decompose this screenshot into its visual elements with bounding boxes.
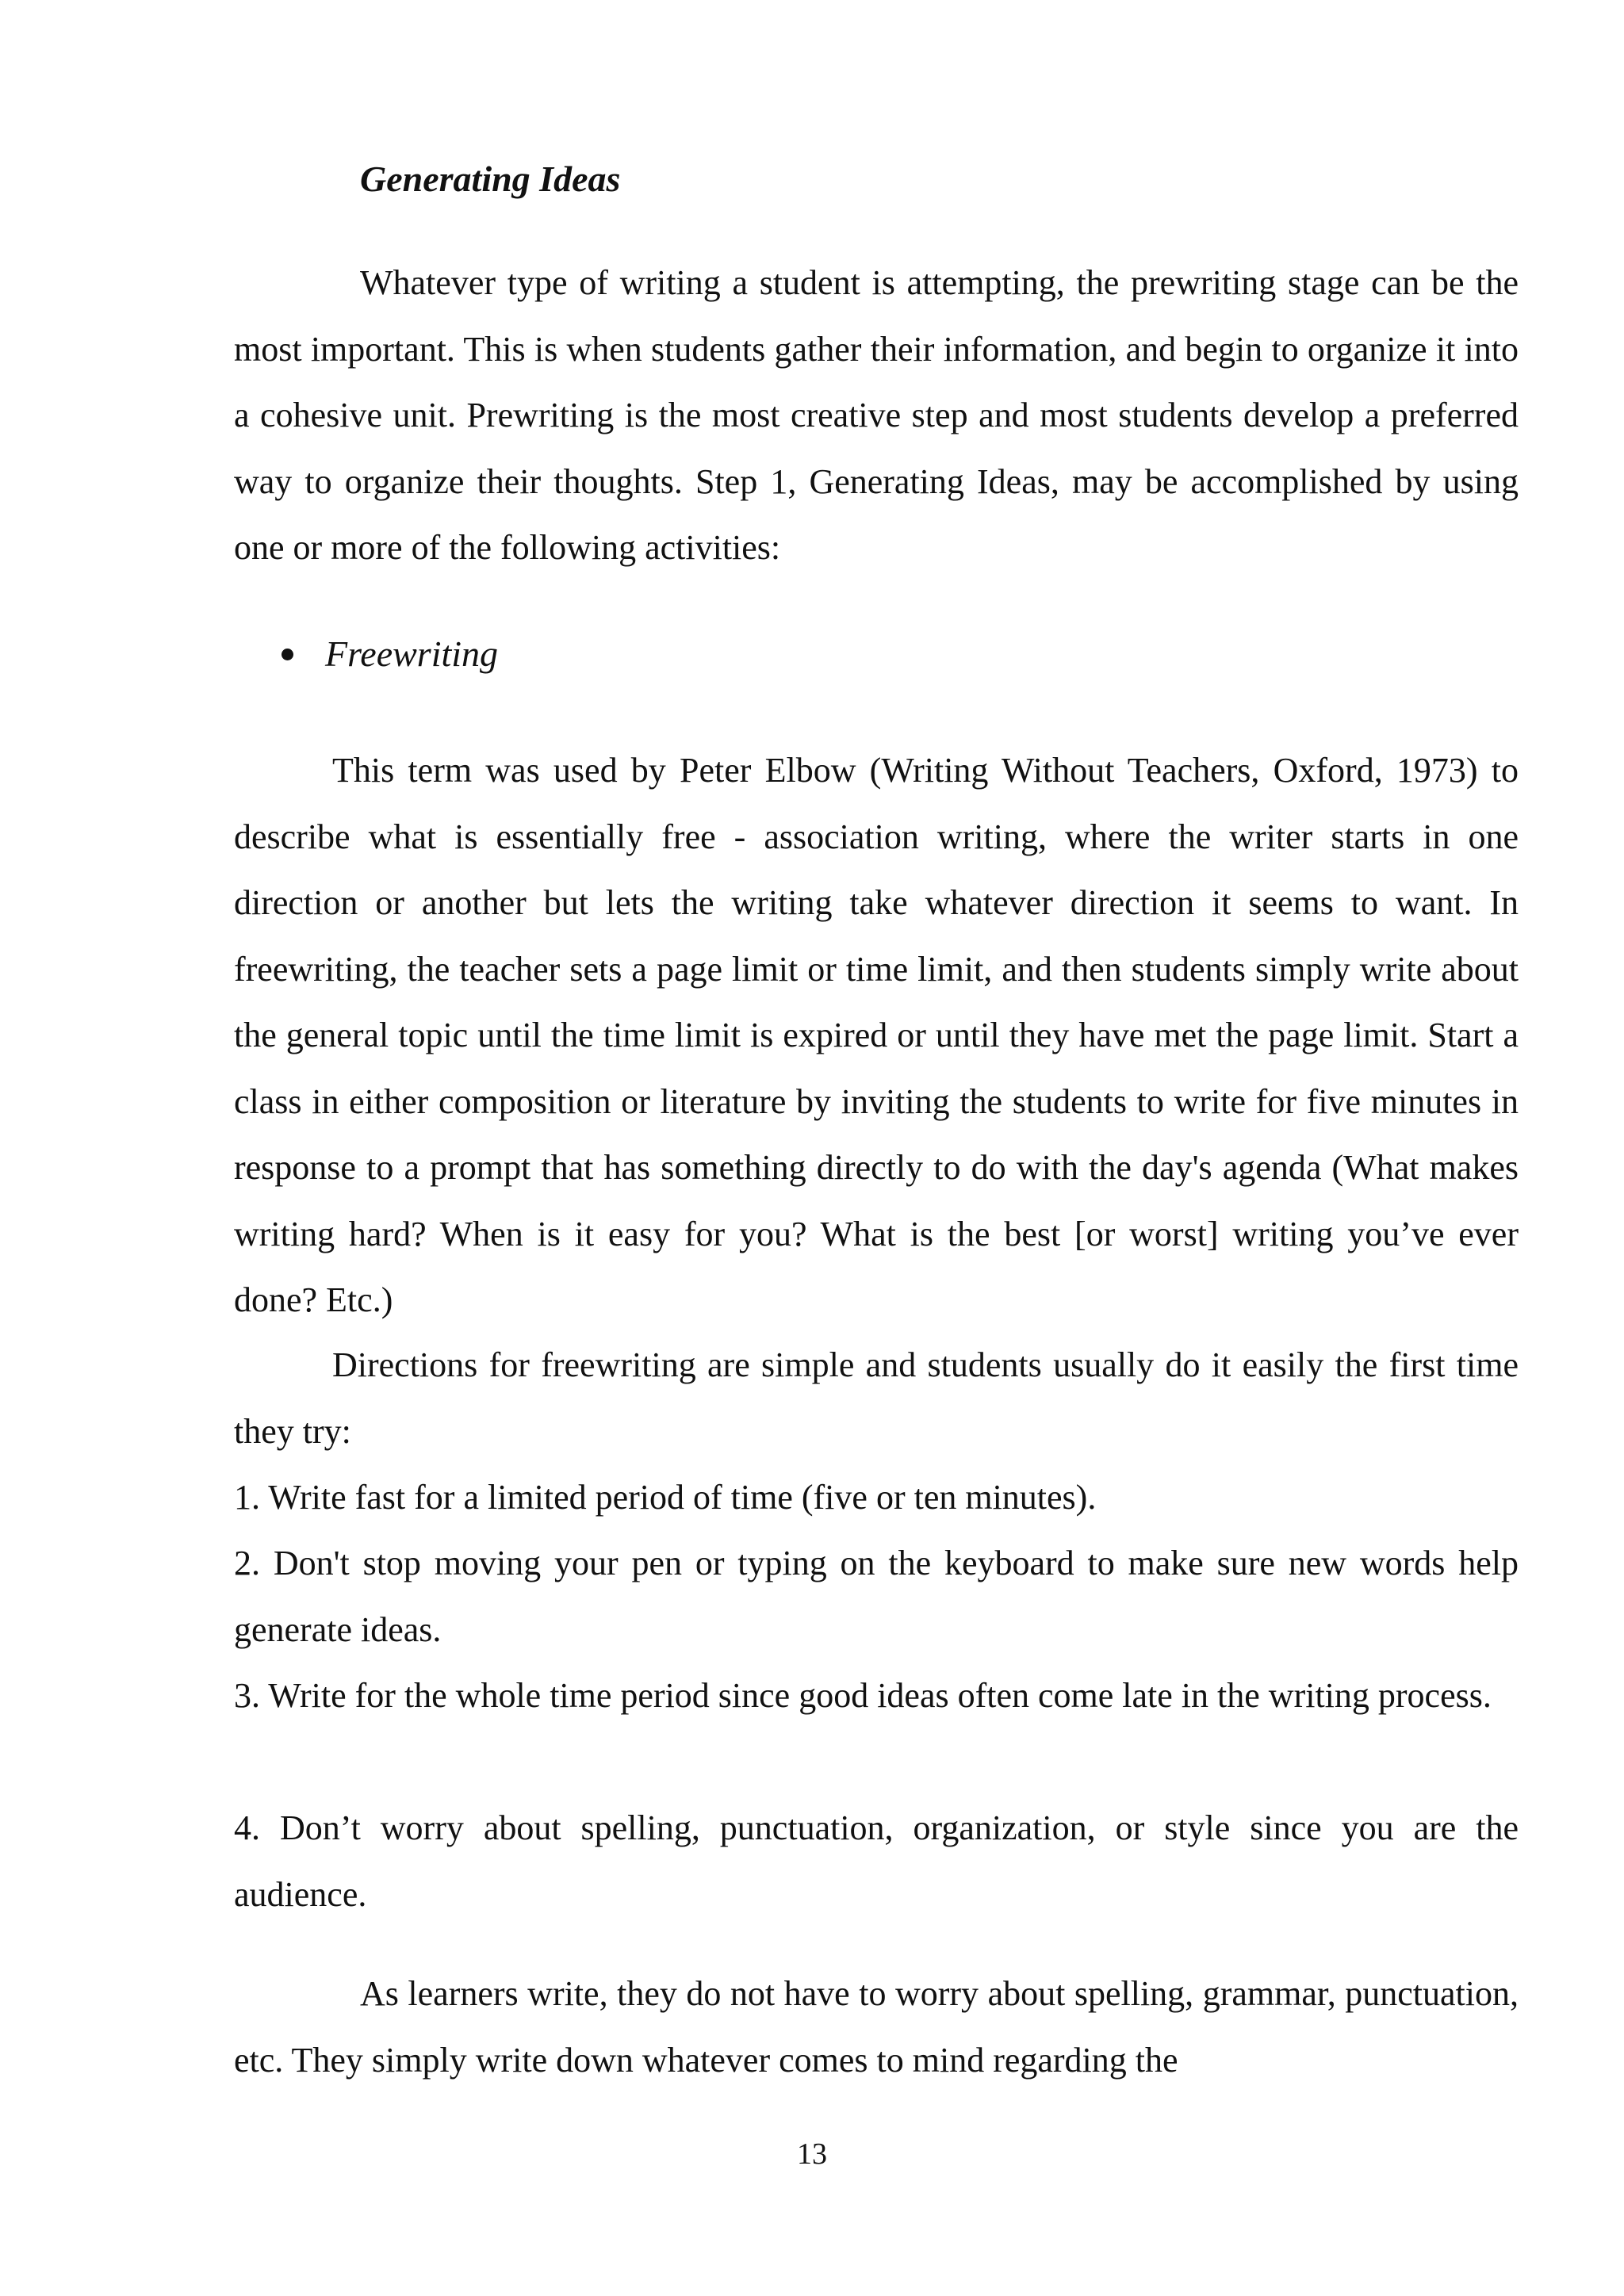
section-heading: Generating Ideas — [360, 159, 621, 199]
direction-item-3: 3. Write for the whole time period since good ideas often come late in the writing process. — [234, 1676, 1492, 1715]
intro-paragraph: Whatever type of writing a student is attempting, the prewriting stage can be the most important. This is when students gather their information, and begin to organize it into a cohesive unit. Prewriting is the most creative step and most students develop a preferred way to organize their thoughts. Step 1, Generating Ideas, may be accomplished by using one or more of the following activities: — [234, 263, 1519, 567]
direction-item-2: 2. Don't stop moving your pen or typing on the keyboard to make sure new words help generate ideas. — [234, 1544, 1519, 1649]
direction-item-1: 1. Write fast for a limited period of time (five or ten minutes). — [234, 1478, 1097, 1517]
closing-paragraph: As learners write, they do not have to worry about spelling, grammar, punctuation, etc. They simply write down whatever comes to mind regarding the — [234, 1974, 1519, 2080]
bullet-item-freewriting — [282, 630, 498, 678]
directions-intro-paragraph: Directions for freewriting are simple and students usually do it easily the first time they try: — [234, 1345, 1519, 1451]
freewriting-description-paragraph: This term was used by Peter Elbow (Writing Without Teachers, Oxford, 1973) to describe what is essentially free - association writing, where the writer starts in one direction or another but lets the writing take whatever direction it seems to want. In freewriting, the teacher sets a page limit or time limit, and then students simply write about the general topic until the time limit is expired or until they have met the page limit. Start a class in either composition or literature by inviting the students to write for five minutes in response to a prompt that has something directly to do with the day's agenda (What makes writing hard? When is it easy for you? What is the best [or worst] writing you’ve ever done? Etc.) — [234, 751, 1519, 1319]
page-number: 13 — [797, 2137, 827, 2171]
direction-item-4: 4. Don’t worry about spelling, punctuation, organization, or style since you are the audience. — [234, 1808, 1519, 1914]
bullet-label: Freewriting — [325, 633, 499, 674]
bullet-dot-icon — [282, 649, 293, 660]
